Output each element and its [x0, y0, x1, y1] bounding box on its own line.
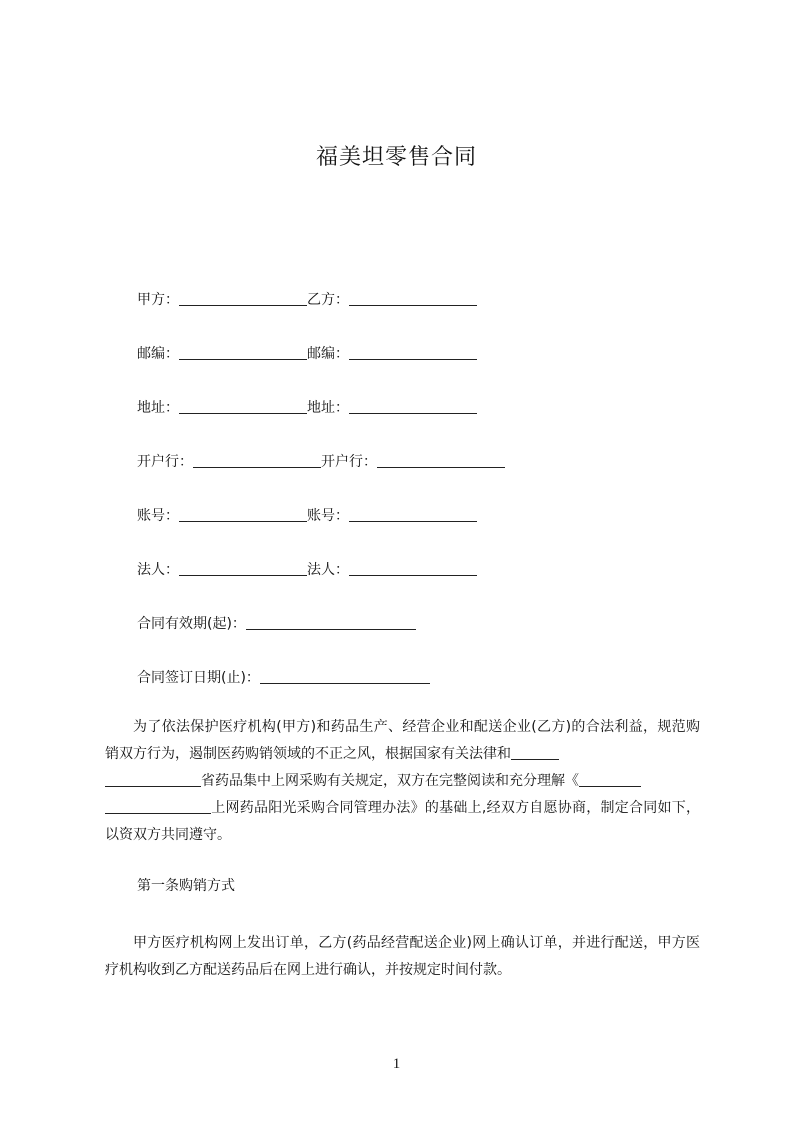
bank-a-blank[interactable]	[193, 453, 321, 468]
page-number: 1	[392, 1056, 401, 1072]
account-b-blank[interactable]	[349, 507, 477, 522]
address-b-blank[interactable]	[349, 399, 477, 414]
party-a-blank[interactable]	[179, 291, 307, 306]
party-a-label: 甲方：	[137, 292, 179, 308]
account-b-label: 账号：	[307, 508, 349, 524]
account-a-blank[interactable]	[179, 507, 307, 522]
legal-rep-b-blank[interactable]	[349, 561, 477, 576]
intro-paragraph	[105, 714, 700, 849]
address-a-label: 地址：	[137, 400, 179, 416]
bank-b-blank[interactable]	[377, 453, 505, 468]
law-blank-1[interactable]	[511, 745, 559, 760]
validity-start-line	[137, 614, 416, 634]
party-line-name	[137, 290, 477, 310]
document-title: 福美坦零售合同	[315, 145, 477, 170]
legal-rep-a-blank[interactable]	[179, 561, 307, 576]
postcode-b-blank[interactable]	[349, 345, 477, 360]
party-line-postcode	[137, 344, 477, 364]
regulation-blank-2[interactable]	[105, 799, 211, 814]
account-a-label: 账号：	[137, 508, 179, 524]
intro-text-1: 为了依法保护医疗机构(甲方)和药品生产、经营企业和配送企业(乙方)的合法利益，规范购销双方行为，遏制医药购销领域的不正之风，根据国家有关法律和	[105, 719, 700, 762]
legal-rep-a-label: 法人：	[137, 562, 179, 578]
bank-a-label: 开户行：	[137, 454, 193, 470]
postcode-b-label: 邮编：	[307, 346, 349, 362]
party-b-blank[interactable]	[349, 291, 477, 306]
intro-text-2: 省药品集中上网采购有关规定，双方在完整阅读和充分理解《	[201, 773, 579, 789]
bank-b-label: 开户行：	[321, 454, 377, 470]
party-b-label: 乙方：	[307, 292, 349, 308]
party-line-address	[137, 398, 477, 418]
article-1-body	[105, 930, 700, 984]
signing-date-line	[137, 668, 430, 688]
intro-text-3: 上网药品阳光采购合同管理办法》的基础上,经双方自愿协商，制定合同如下，以资双方共同遵守。	[105, 800, 700, 843]
article-1-text: 甲方医疗机构网上发出订单，乙方(药品经营配送企业)网上确认订单，并进行配送，甲方医疗机构收到乙方配送药品后在网上进行确认，并按规定时间付款。	[105, 935, 700, 978]
address-b-label: 地址：	[307, 400, 349, 416]
province-blank[interactable]	[105, 772, 201, 787]
party-line-bank	[137, 452, 505, 472]
article-1-heading: 第一条购销方式	[137, 878, 235, 894]
legal-rep-b-label: 法人：	[307, 562, 349, 578]
party-line-legal-rep	[137, 560, 477, 580]
postcode-a-blank[interactable]	[179, 345, 307, 360]
signing-date-blank[interactable]	[260, 669, 430, 684]
regulation-blank-1[interactable]	[579, 772, 641, 787]
postcode-a-label: 邮编：	[137, 346, 179, 362]
signing-date-label: 合同签订日期(止)：	[137, 670, 260, 686]
validity-start-blank[interactable]	[246, 615, 416, 630]
address-a-blank[interactable]	[179, 399, 307, 414]
party-line-account	[137, 506, 477, 526]
validity-start-label: 合同有效期(起)：	[137, 616, 246, 632]
